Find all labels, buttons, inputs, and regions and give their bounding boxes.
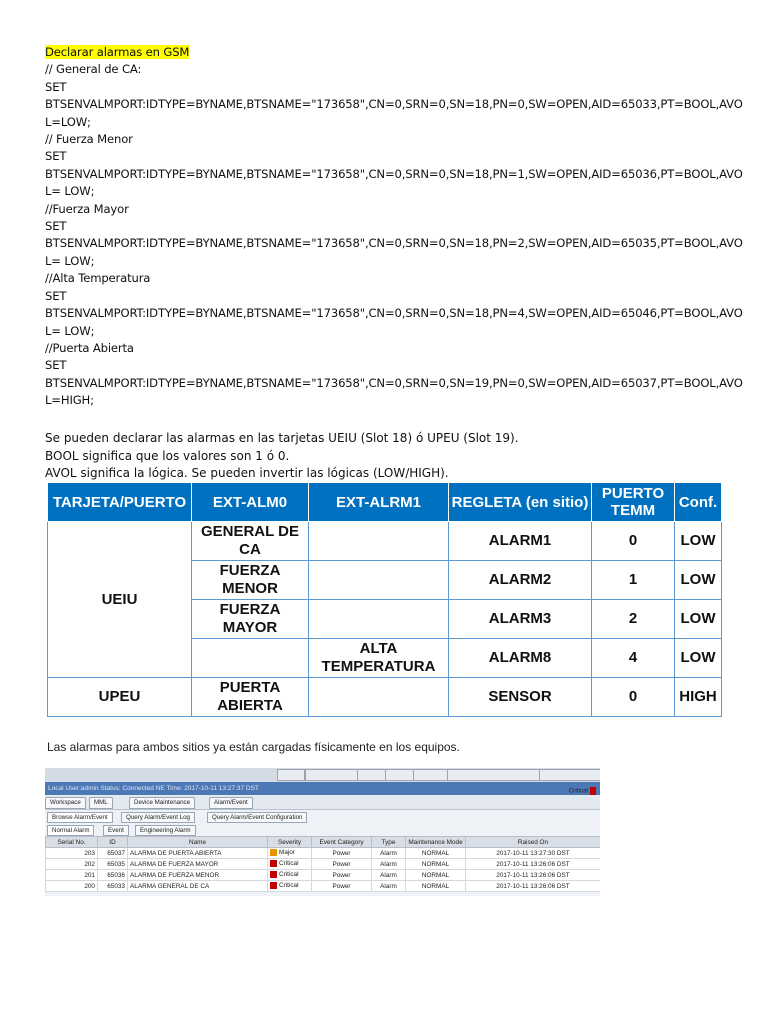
severity-label: Critical	[279, 882, 299, 890]
section-title: Declarar alarmas en GSM	[45, 45, 190, 59]
command-line: BTSENVALMPORT:IDTYPE=BYNAME,BTSNAME="173658",CN=0,SRN=0,SN=19,PN=0,SW=OPEN,AID=65037,PT=BOOL,AVO	[45, 375, 743, 390]
severity-cell	[268, 881, 312, 892]
set-keyword: SET	[45, 288, 67, 303]
command-line: BTSENVALMPORT:IDTYPE=BYNAME,BTSNAME="173658",CN=0,SRN=0,SN=18,PN=4,SW=OPEN,AID=65046,PT=BOOL,AVO	[45, 306, 743, 321]
table-row	[48, 522, 722, 561]
filter-event[interactable]: Event	[103, 825, 129, 836]
column-header: EXT-ALM0	[192, 483, 309, 522]
comment-line: // General de CA:	[45, 62, 142, 77]
alarm-grid	[45, 836, 600, 892]
command-line-cont: L= LOW;	[45, 323, 95, 338]
id-cell: 65035	[98, 859, 128, 870]
puerto-cell: 1	[592, 561, 675, 600]
tab-workspace[interactable]: Workspace	[45, 797, 86, 809]
regleta-cell: ALARM2	[449, 561, 592, 600]
footer-text: Las alarmas para ambos sitios ya están cargadas físicamente en los equipos.	[47, 740, 460, 754]
comment-line: //Puerta Abierta	[45, 340, 134, 355]
main-tabs	[45, 795, 600, 810]
table-row[interactable]	[46, 848, 601, 859]
serial-cell: 203	[46, 848, 98, 859]
embedded-alarm-screenshot	[45, 768, 600, 896]
command-line-cont: L= LOW;	[45, 184, 95, 199]
card-cell: UEIU	[48, 522, 192, 678]
table-header-row	[48, 483, 722, 522]
column-header: REGLETA (en sitio)	[449, 483, 592, 522]
alrm1-cell	[309, 600, 449, 639]
note-line: BOOL significa que los valores son 1 ó 0.	[45, 448, 290, 463]
filter-engineering-alarm[interactable]: Engineering Alarm	[135, 825, 196, 836]
type-cell: Alarm	[372, 881, 406, 892]
column-header[interactable]: ID	[98, 837, 128, 848]
toolbar-button[interactable]	[305, 769, 359, 781]
comment-line: //Alta Temperatura	[45, 271, 151, 286]
severity-cell	[268, 859, 312, 870]
toolbar-button[interactable]	[447, 769, 541, 781]
alm0-cell: FUERZA MAYOR	[192, 600, 309, 639]
comment-line: // Fuerza Menor	[45, 132, 133, 147]
id-cell: 65036	[98, 870, 128, 881]
card-cell: UPEU	[48, 678, 192, 717]
alarm-subtabs	[45, 810, 600, 823]
mode-cell: NORMAL	[406, 848, 466, 859]
table-row[interactable]	[46, 881, 601, 892]
name-cell: ALARMA DE FUERZA MAYOR	[128, 859, 268, 870]
subtab-query-config[interactable]: Query Alarm/Event Configuration	[207, 812, 307, 823]
type-cell: Alarm	[372, 859, 406, 870]
name-cell: ALARMA DE PUERTA ABIERTA	[128, 848, 268, 859]
command-line: BTSENVALMPORT:IDTYPE=BYNAME,BTSNAME="173658",CN=0,SRN=0,SN=18,PN=1,SW=OPEN,AID=65036,PT=BOOL,AVO	[45, 166, 743, 181]
critical-severity-icon	[270, 871, 277, 878]
toolbar-button[interactable]	[357, 769, 387, 781]
alrm1-cell	[309, 678, 449, 717]
set-keyword: SET	[45, 219, 67, 234]
severity-label: Critical	[279, 871, 299, 879]
note-line: AVOL significa la lógica. Se pueden invertir las lógicas (LOW/HIGH).	[45, 466, 449, 480]
toolbar-button[interactable]	[385, 769, 415, 781]
toolbar-button[interactable]	[539, 769, 600, 781]
regleta-cell: ALARM3	[449, 600, 592, 639]
set-keyword: SET	[45, 358, 67, 373]
column-header[interactable]: Raised On	[466, 837, 601, 848]
notes	[45, 430, 519, 483]
column-header: TARJETA/PUERTO	[48, 483, 192, 522]
category-cell: Power	[312, 848, 372, 859]
table-row[interactable]	[46, 859, 601, 870]
toolbar-button[interactable]	[277, 769, 305, 781]
raised-cell: 2017-10-11 13:26:06 DST	[466, 870, 601, 881]
filter-normal-alarm[interactable]: Normal Alarm	[47, 825, 94, 836]
serial-cell: 201	[46, 870, 98, 881]
alarm-mapping-table	[47, 482, 722, 717]
conf-cell: LOW	[675, 600, 722, 639]
mode-cell: NORMAL	[406, 870, 466, 881]
column-header[interactable]: Event Category	[312, 837, 372, 848]
name-cell: ALARMA DE FUERZA MENOR	[128, 870, 268, 881]
puerto-cell: 0	[592, 522, 675, 561]
column-header: EXT-ALRM1	[309, 483, 449, 522]
tab-device-maintenance[interactable]: Device Maintenance	[129, 797, 195, 809]
type-cell: Alarm	[372, 870, 406, 881]
critical-severity-icon	[270, 860, 277, 867]
command-line-cont: L= LOW;	[45, 253, 95, 268]
conf-cell: HIGH	[675, 678, 722, 717]
conf-cell: LOW	[675, 639, 722, 678]
column-header: PUERTO TEMM	[592, 483, 675, 522]
type-cell: Alarm	[372, 848, 406, 859]
mode-cell: NORMAL	[406, 881, 466, 892]
alm0-cell: PUERTA ABIERTA	[192, 678, 309, 717]
category-cell: Power	[312, 859, 372, 870]
table-row[interactable]	[46, 870, 601, 881]
set-keyword: SET	[45, 149, 67, 164]
serial-cell: 200	[46, 881, 98, 892]
category-cell: Power	[312, 881, 372, 892]
filter-tabs	[45, 823, 600, 836]
critical-severity-icon	[270, 882, 277, 889]
set-keyword: SET	[45, 79, 67, 94]
command-line-cont: L=LOW;	[45, 114, 91, 129]
tab-alarm-event[interactable]: Alarm/Event	[209, 797, 253, 809]
severity-cell	[268, 848, 312, 859]
column-header: Conf.	[675, 483, 722, 522]
puerto-cell: 4	[592, 639, 675, 678]
command-line: BTSENVALMPORT:IDTYPE=BYNAME,BTSNAME="173658",CN=0,SRN=0,SN=18,PN=0,SW=OPEN,AID=65033,PT=BOOL,AVO	[45, 97, 743, 112]
alm0-cell: GENERAL DE CA	[192, 522, 309, 561]
command-line-cont: L=HIGH;	[45, 393, 94, 408]
column-header[interactable]: Type	[372, 837, 406, 848]
puerto-cell: 2	[592, 600, 675, 639]
grid-header-row	[46, 837, 601, 848]
tab-mml[interactable]: MML	[89, 797, 113, 809]
table-row	[48, 678, 722, 717]
note-line: Se pueden declarar las alarmas en las tarjetas UEIU (Slot 18) ó UPEU (Slot 19).	[45, 431, 519, 445]
severity-cell	[268, 870, 312, 881]
alrm1-cell	[309, 561, 449, 600]
toolbar-button[interactable]	[413, 769, 449, 781]
major-severity-icon	[270, 849, 277, 856]
conf-cell: LOW	[675, 561, 722, 600]
alrm1-cell	[309, 522, 449, 561]
id-cell: 65037	[98, 848, 128, 859]
category-cell: Power	[312, 870, 372, 881]
status-bar: Local User:admin Status: Connected NE Time: 2017-10-11 13:27:37 DST	[45, 782, 600, 795]
critical-swatch	[590, 787, 596, 795]
raised-cell: 2017-10-11 13:26:06 DST	[466, 881, 601, 892]
subtab-query-log[interactable]: Query Alarm/Event Log	[121, 812, 195, 823]
raised-cell: 2017-10-11 13:26:06 DST	[466, 859, 601, 870]
raised-cell: 2017-10-11 13:27:30 DST	[466, 848, 601, 859]
severity-label: Major	[279, 849, 295, 857]
conf-cell: LOW	[675, 522, 722, 561]
alm0-cell	[192, 639, 309, 678]
column-header[interactable]: Severity	[268, 837, 312, 848]
critical-legend	[569, 787, 596, 795]
name-cell: ALARMA GENERAL DE CA	[128, 881, 268, 892]
alrm1-cell: ALTA TEMPERATURA	[309, 639, 449, 678]
column-header[interactable]: Maintenance Mode	[406, 837, 466, 848]
regleta-cell: ALARM1	[449, 522, 592, 561]
alm0-cell: FUERZA MENOR	[192, 561, 309, 600]
comment-line: //Fuerza Mayor	[45, 201, 129, 216]
toolbar	[45, 768, 600, 782]
column-header[interactable]: Serial No.	[46, 837, 98, 848]
regleta-cell: SENSOR	[449, 678, 592, 717]
severity-label: Critical	[279, 860, 299, 868]
id-cell: 65033	[98, 881, 128, 892]
critical-label: Critical	[568, 787, 588, 795]
serial-cell: 202	[46, 859, 98, 870]
subtab-browse[interactable]: Browse Alarm/Event	[47, 812, 113, 823]
mode-cell: NORMAL	[406, 859, 466, 870]
command-block	[45, 44, 743, 410]
command-line: BTSENVALMPORT:IDTYPE=BYNAME,BTSNAME="173658",CN=0,SRN=0,SN=18,PN=2,SW=OPEN,AID=65035,PT=BOOL,AVO	[45, 236, 743, 251]
column-header[interactable]: Name	[128, 837, 268, 848]
regleta-cell: ALARM8	[449, 639, 592, 678]
puerto-cell: 0	[592, 678, 675, 717]
